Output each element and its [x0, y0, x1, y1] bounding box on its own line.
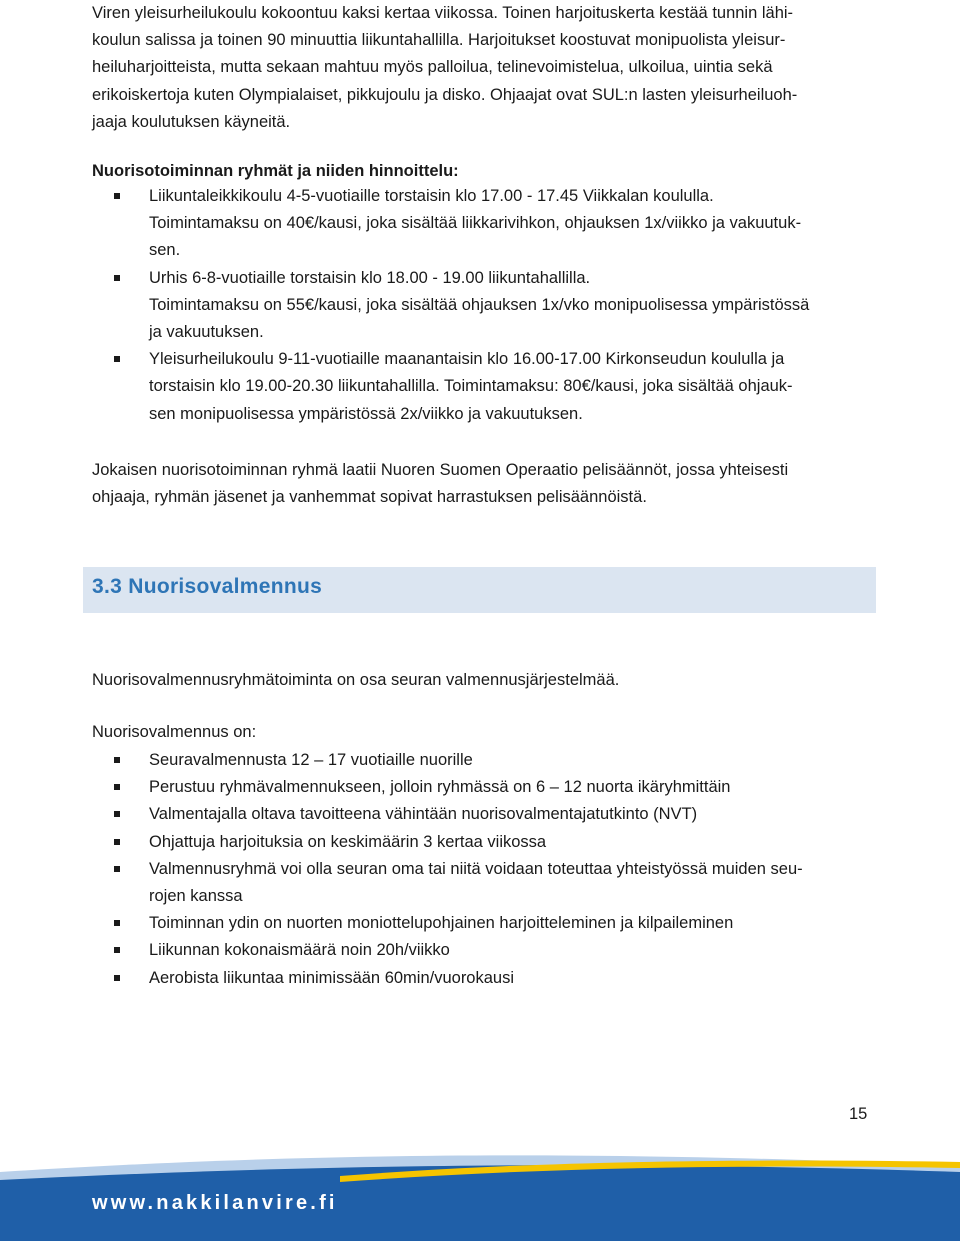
intro-line: Viren yleisurheilukoulu kokoontuu kaksi kertaa viikossa. Toinen harjoituskerta kestää tunnin lähi-	[92, 4, 794, 22]
list-item	[92, 829, 882, 856]
list-item-line: Urhis 6-8-vuotiaille torstaisin klo 18.00 - 19.00 liikuntahallilla.	[149, 268, 591, 287]
list-item	[92, 183, 882, 265]
list-item-line: Aerobista liikuntaa minimissään 60min/vuorokausi	[149, 968, 515, 987]
bullet-marker-icon	[114, 757, 120, 763]
list-item-line: torstaisin klo 19.00-20.30 liikuntahallilla. Toimintamaksu: 80€/kausi, joka sisältää ohjauk-	[149, 377, 793, 396]
list-item	[92, 910, 882, 937]
list-item-line: sen monipuolisessa ympäristössä 2x/viikko ja vakuutuksen.	[149, 404, 583, 423]
list-item-line: Toimintamaksu on 55€/kausi, joka sisältää ohjauksen 1x/vko monipuolisessa ympäristössä	[149, 295, 810, 314]
intro-line: koulun salissa ja toinen 90 minuuttia liikuntahallilla. Harjoitukset koostuvat monipuolista yleisur-	[92, 31, 786, 50]
bullet-marker-icon	[114, 193, 120, 199]
list-item-line: Liikuntaleikkikoulu 4-5-vuotiaille torstaisin klo 17.00 - 17.45 Viikkalan koululla.	[149, 187, 714, 205]
list-item	[92, 774, 882, 801]
list-item-line: Toimintamaksu on 40€/kausi, joka sisältää liikkarivihkon, ohjauksen 1x/viikko ja vakuutuk-	[149, 214, 802, 233]
list-item-line: Toiminnan ydin on nuorten moniottelupohjainen harjoitteleminen ja kilpaileminen	[149, 914, 734, 933]
intro-paragraph	[92, 0, 872, 136]
intro-line: jaaja koulutuksen käyneitä.	[92, 112, 291, 131]
list-item-line: Valmennusryhmä voi olla seuran oma tai niitä voidaan toteuttaa yhteistyössä muiden seu-	[149, 859, 803, 878]
rules-line: ohjaaja, ryhmän jäsenet ja vanhemmat sopivat harrastuksen pelisäännöistä.	[92, 488, 647, 507]
list-item-line: rojen kanssa	[149, 887, 243, 906]
valmennus-list-heading: Nuorisovalmennus on:	[92, 723, 257, 741]
bullet-marker-icon	[114, 920, 120, 926]
list-item-line: sen.	[149, 241, 181, 260]
bullet-marker-icon	[114, 356, 120, 362]
list-item	[92, 801, 882, 828]
bullet-marker-icon	[114, 866, 120, 872]
list-item-line: Liikunnan kokonaismäärä noin 20h/viikko	[149, 941, 450, 960]
list-item-line: Ohjattuja harjoituksia on keskimäärin 3 kertaa viikossa	[149, 832, 547, 851]
rules-paragraph	[92, 457, 872, 511]
rules-line: Jokaisen nuorisotoiminnan ryhmä laatii Nuoren Suomen Operaatio pelisäännöt, jossa yhteisesti	[92, 461, 789, 479]
intro-line: heiluharjoitteista, mutta sekaan mahtuu myös palloilua, telinevoimistelua, ulkoilua, uintia sekä	[92, 58, 773, 77]
footer-website-url[interactable]: www.nakkilanvire.fi	[92, 1192, 338, 1214]
list-item-line: Valmentajalla oltava tavoitteena vähintään nuorisovalmentajatutkinto (NVT)	[149, 805, 698, 824]
bullet-marker-icon	[114, 975, 120, 981]
list-item	[92, 346, 882, 428]
bullet-marker-icon	[114, 275, 120, 281]
list-item	[92, 856, 882, 910]
list-item	[92, 965, 882, 992]
page-number: 15	[849, 1105, 868, 1123]
bullet-marker-icon	[114, 811, 120, 817]
bullet-marker-icon	[114, 839, 120, 845]
section-heading: 3.3 Nuorisovalmennus	[92, 575, 323, 598]
pricing-heading: Nuorisotoiminnan ryhmät ja niiden hinnoittelu:	[92, 162, 459, 180]
list-item-line: ja vakuutuksen.	[149, 323, 264, 342]
bullet-marker-icon	[114, 947, 120, 953]
list-item-line: Seuravalmennusta 12 – 17 vuotiaille nuorille	[149, 751, 473, 769]
list-item	[92, 265, 882, 347]
list-item-line: Perustuu ryhmävalmennukseen, jolloin ryhmässä on 6 – 12 nuorta ikäryhmittäin	[149, 778, 731, 797]
list-item-line: Yleisurheilukoulu 9-11-vuotiaille maanantaisin klo 16.00-17.00 Kirkonseudun koululla ja	[149, 350, 785, 369]
bullet-marker-icon	[114, 784, 120, 790]
list-item	[92, 937, 882, 964]
valmennus-intro: Nuorisovalmennusryhmätoiminta on osa seuran valmennusjärjestelmää.	[92, 671, 620, 689]
pricing-list	[92, 183, 882, 428]
intro-line: erikoiskertoja kuten Olympialaiset, pikkujoulu ja disko. Ohjaajat ovat SUL:n lasten yleisurheiluoh-	[92, 85, 798, 104]
valmennus-list	[92, 747, 882, 992]
list-item	[92, 747, 882, 774]
